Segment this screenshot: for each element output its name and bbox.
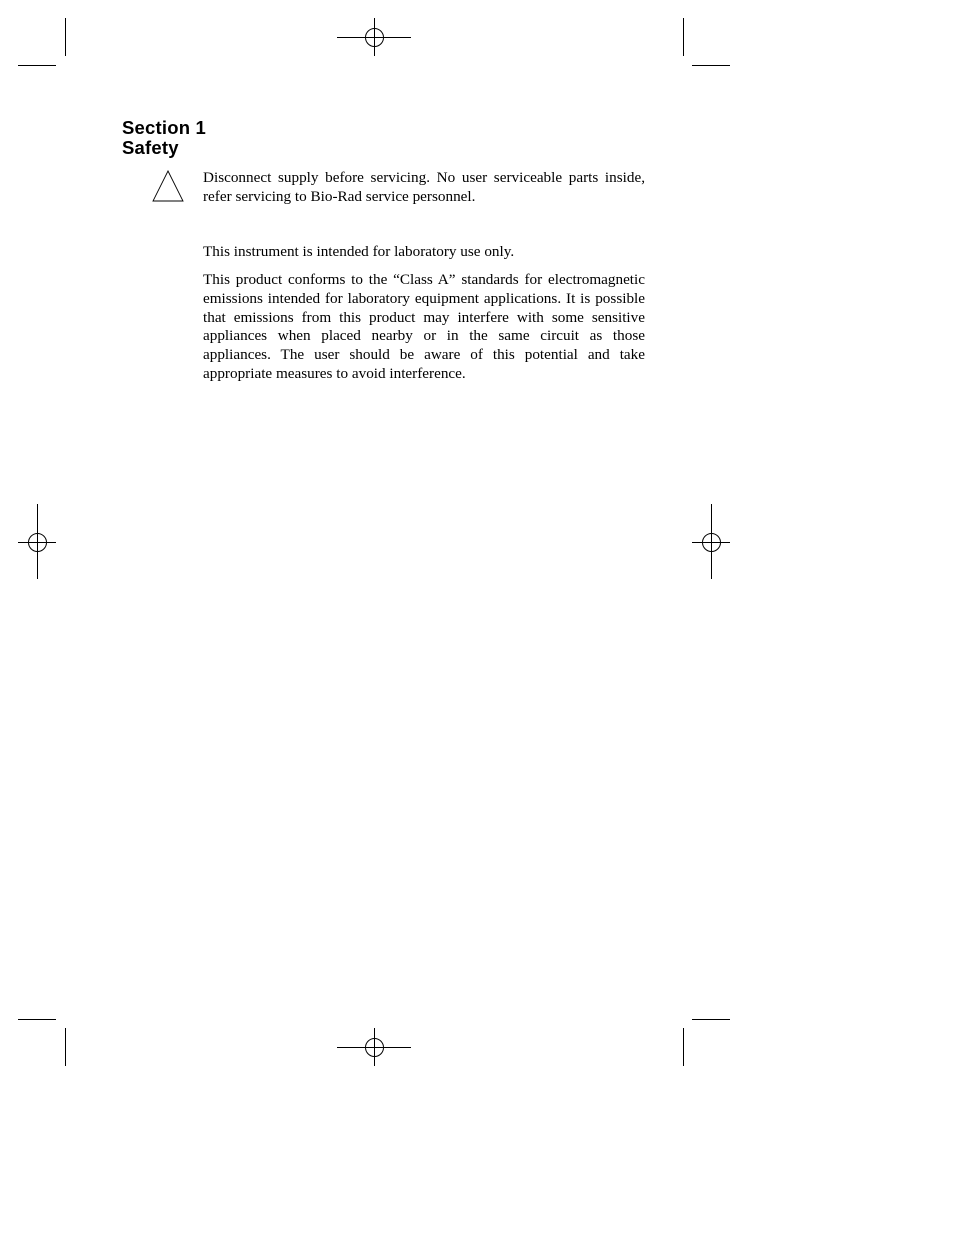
registration-mark-left bbox=[18, 504, 56, 579]
section-number: Section 1 bbox=[122, 117, 207, 138]
registration-mark-right bbox=[692, 504, 730, 579]
registration-mark-bottom bbox=[337, 1028, 411, 1066]
lab-use-paragraph: This instrument is intended for laboratory use only. bbox=[203, 243, 515, 260]
warning-paragraph: Disconnect supply before servicing. No user serviceable parts inside, refer servicing to Bio-Rad service personnel. bbox=[203, 169, 645, 205]
emc-paragraph: This product conforms to the “Class A” standards for electromagnetic emissions intended for laboratory equipment applications. It is possible that emissions from this product may interfere with some sensitive appliances when placed nearby or in the same circuit as those appliances. The user should be aware of this potential and take appropriate measures to avoid interference. bbox=[203, 271, 645, 382]
section-title: Safety bbox=[122, 137, 179, 158]
registration-mark-top bbox=[337, 18, 411, 56]
warning-triangle-icon bbox=[152, 170, 184, 202]
section-heading bbox=[122, 118, 206, 158]
